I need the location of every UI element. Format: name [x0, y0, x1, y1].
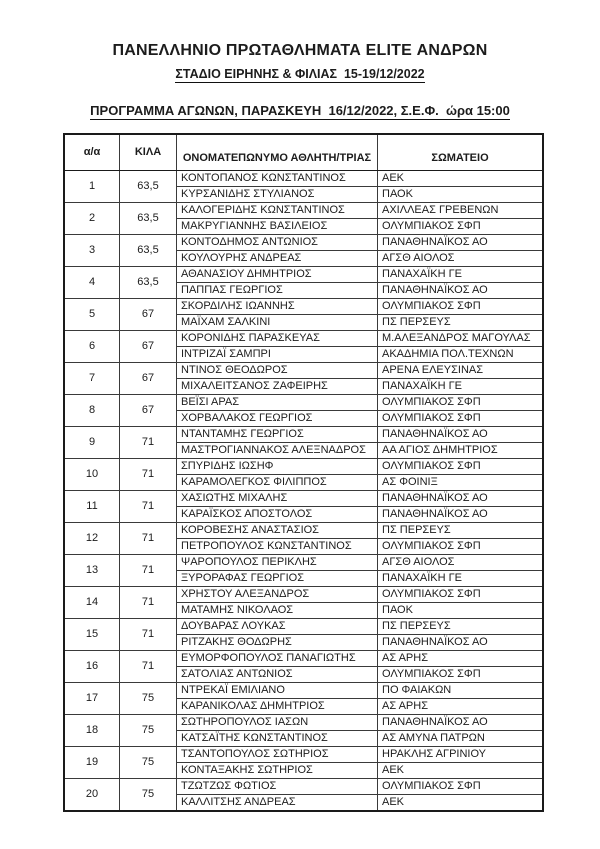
table-row	[64, 427, 543, 443]
row-number: 2	[64, 203, 120, 235]
weight-class: 75	[120, 779, 177, 812]
row-number: 15	[64, 619, 120, 651]
club-name: ΠΑΝΑΧΑΪΚΗ ΓΕ	[378, 267, 544, 283]
club-name: ΠΑΝΑΘΗΝΑΪΚΟΣ ΑΟ	[378, 491, 544, 507]
athlete-name: ΚΑΛΛΙΤΣΗΣ ΑΝΔΡΕΑΣ	[177, 795, 378, 812]
table-row	[64, 395, 543, 411]
row-number: 4	[64, 267, 120, 299]
club-name: ΟΛΥΜΠΙΑΚΟΣ ΣΦΠ	[378, 411, 544, 427]
row-number: 13	[64, 555, 120, 587]
club-name: ΠΑΝΑΘΗΝΑΪΚΟΣ ΑΟ	[378, 235, 544, 251]
athlete-name: ΝΤΑΝΤΑΜΗΣ ΓΕΩΡΓΙΟΣ	[177, 427, 378, 443]
weight-class: 75	[120, 715, 177, 747]
row-number: 12	[64, 523, 120, 555]
athlete-name: ΤΖΩΤΖΩΣ ΦΩΤΙΟΣ	[177, 779, 378, 795]
club-name: ΟΛΥΜΠΙΑΚΟΣ ΣΦΠ	[378, 219, 544, 235]
weight-class: 71	[120, 651, 177, 683]
weight-class: 71	[120, 459, 177, 491]
club-name: ΠΑΝΑΧΑΪΚΗ ΓΕ	[378, 379, 544, 395]
club-name: ΑΕΚ	[378, 171, 544, 187]
club-name: ΟΛΥΜΠΙΑΚΟΣ ΣΦΠ	[378, 395, 544, 411]
athlete-name: ΧΡΗΣΤΟΥ ΑΛΕΞΑΝΔΡΟΣ	[177, 587, 378, 603]
club-name: ΠΣ ΠΕΡΣΕΥΣ	[378, 523, 544, 539]
club-name: ΠΑΝΑΘΗΝΑΪΚΟΣ ΑΟ	[378, 507, 544, 523]
program-line: ΠΡΟΓΡΑΜΜΑ ΑΓΩΝΩΝ, ΠΑΡΑΣΚΕΥΗ 16/12/2022, Σ.Ε.Φ. ώρα 15:00	[90, 103, 510, 118]
row-number: 1	[64, 171, 120, 203]
athlete-name: ΝΤΙΝΟΣ ΘΕΟΔΩΡΟΣ	[177, 363, 378, 379]
club-name: ΠΣ ΠΕΡΣΕΥΣ	[378, 315, 544, 331]
club-name: ΟΛΥΜΠΙΑΚΟΣ ΣΦΠ	[378, 779, 544, 795]
row-number: 7	[64, 363, 120, 395]
header-number: α/α	[64, 134, 120, 171]
athlete-name: ΤΣΑΝΤΟΠΟΥΛΟΣ ΣΩΤΗΡΙΟΣ	[177, 747, 378, 763]
athlete-name: ΣΚΟΡΔΙΛΗΣ ΙΩΑΝΝΗΣ	[177, 299, 378, 315]
weight-class: 63,5	[120, 267, 177, 299]
club-name: Μ.ΑΛΕΞΑΝΔΡΟΣ ΜΑΓΟΥΛΑΣ	[378, 331, 544, 347]
table-row	[64, 299, 543, 315]
row-number: 14	[64, 587, 120, 619]
club-name: ΑΣ ΦΟΙΝΙΞ	[378, 475, 544, 491]
club-name: ΟΛΥΜΠΙΑΚΟΣ ΣΦΠ	[378, 539, 544, 555]
table-row	[64, 683, 543, 699]
table-row	[64, 747, 543, 763]
athlete-name: ΚΑΡΑΝΙΚΟΛΑΣ ΔΗΜΗΤΡΙΟΣ	[177, 699, 378, 715]
weight-class: 71	[120, 587, 177, 619]
athlete-name: ΧΟΡΒΑΛΑΚΟΣ ΓΕΩΡΓΙΟΣ	[177, 411, 378, 427]
table-row	[64, 491, 543, 507]
club-name: ΑΣ ΑΡΗΣ	[378, 699, 544, 715]
athlete-name: ΜΑΤΑΜΗΣ ΝΙΚΟΛΑΟΣ	[177, 603, 378, 619]
row-number: 16	[64, 651, 120, 683]
weight-class: 63,5	[120, 171, 177, 203]
athlete-name: ΑΘΑΝΑΣΙΟΥ ΔΗΜΗΤΡΙΟΣ	[177, 267, 378, 283]
athlete-name: ΣΠΥΡΙΔΗΣ ΙΩΣΗΦ	[177, 459, 378, 475]
table-row	[64, 779, 543, 795]
athlete-name: ΜΙΧΑΛΕΙΤΣΑΝΟΣ ΖΑΦΕΙΡΗΣ	[177, 379, 378, 395]
table-row	[64, 651, 543, 667]
table-row	[64, 331, 543, 347]
table-row	[64, 555, 543, 571]
row-number: 18	[64, 715, 120, 747]
athlete-name: ΣΑΤΟΛΙΑΣ ΑΝΤΩΝΙΟΣ	[177, 667, 378, 683]
weight-class: 67	[120, 395, 177, 427]
club-name: ΑΓΣΘ ΑΙΟΛΟΣ	[378, 555, 544, 571]
club-name: ΠΑΝΑΘΗΝΑΪΚΟΣ ΑΟ	[378, 715, 544, 731]
club-name: ΠΟ ΦΑΙΑΚΩΝ	[378, 683, 544, 699]
club-name: ΠΑΟΚ	[378, 187, 544, 203]
athlete-name: ΨΑΡΟΠΟΥΛΟΣ ΠΕΡΙΚΛΗΣ	[177, 555, 378, 571]
athlete-name: ΜΑΚΡΥΓΙΑΝΝΗΣ ΒΑΣΙΛΕΙΟΣ	[177, 219, 378, 235]
athlete-name: ΚΑΛΟΓΕΡΙΔΗΣ ΚΩΝΣΤΑΝΤΙΝΟΣ	[177, 203, 378, 219]
athlete-name: ΚΑΡΑΪΣΚΟΣ ΑΠΟΣΤΟΛΟΣ	[177, 507, 378, 523]
club-name: ΑΣ ΑΜΥΝΑ ΠΑΤΡΩΝ	[378, 731, 544, 747]
club-name: ΠΣ ΠΕΡΣΕΥΣ	[378, 619, 544, 635]
row-number: 8	[64, 395, 120, 427]
page-title: ΠΑΝΕΛΛΗΝΙΟ ΠΡΩΤΑΘΛΗΜΑΤΑ ELITE ΑΝΔΡΩΝ	[112, 42, 488, 59]
program-line-row	[0, 102, 600, 120]
athlete-name: ΕΥΜΟΡΦΟΠΟΥΛΟΣ ΠΑΝΑΓΙΩΤΗΣ	[177, 651, 378, 667]
header-kilos: ΚΙΛΑ	[120, 134, 177, 171]
weight-class: 75	[120, 747, 177, 779]
row-number: 6	[64, 331, 120, 363]
club-name: ΟΛΥΜΠΙΑΚΟΣ ΣΦΠ	[378, 299, 544, 315]
weight-class: 71	[120, 555, 177, 587]
athlete-name: ΚΟΡΟΝΙΔΗΣ ΠΑΡΑΣΚΕΥΑΣ	[177, 331, 378, 347]
table-row	[64, 587, 543, 603]
weight-class: 63,5	[120, 203, 177, 235]
club-name: ΑΕΚ	[378, 763, 544, 779]
club-name: ΟΛΥΜΠΙΑΚΟΣ ΣΦΠ	[378, 587, 544, 603]
table-row	[64, 715, 543, 731]
club-name: ΑΑ ΑΓΙΟΣ ΔΗΜΗΤΡΙΟΣ	[378, 443, 544, 459]
club-name: ΑΡΕΝΑ ΕΛΕΥΣΙΝΑΣ	[378, 363, 544, 379]
row-number: 17	[64, 683, 120, 715]
club-name: ΑΣ ΑΡΗΣ	[378, 651, 544, 667]
table-row	[64, 619, 543, 635]
table-row	[64, 235, 543, 251]
header-club: ΣΩΜΑΤΕΙΟ	[378, 134, 544, 171]
club-name: ΑΚΑΔΗΜΙΑ ΠΟΛ.ΤΕΧΝΩΝ	[378, 347, 544, 363]
page-subtitle: ΣΤΑΔΙΟ ΕΙΡΗΝΗΣ & ΦΙΛΙΑΣ 15-19/12/2022	[175, 67, 425, 81]
athlete-name: ΧΑΣΙΩΤΗΣ ΜΙΧΑΛΗΣ	[177, 491, 378, 507]
club-name: ΟΛΥΜΠΙΑΚΟΣ ΣΦΠ	[378, 459, 544, 475]
weight-class: 71	[120, 523, 177, 555]
club-name: ΗΡΑΚΛΗΣ ΑΓΡΙΝΙΟΥ	[378, 747, 544, 763]
match-schedule-table	[63, 133, 544, 812]
athlete-name: ΣΩΤΗΡΟΠΟΥΛΟΣ ΙΑΣΩΝ	[177, 715, 378, 731]
club-name: ΟΛΥΜΠΙΑΚΟΣ ΣΦΠ	[378, 667, 544, 683]
athlete-name: ΜΑΪΧΑΜ ΣΑΛΚΙΝΙ	[177, 315, 378, 331]
weight-class: 63,5	[120, 235, 177, 267]
weight-class: 67	[120, 363, 177, 395]
club-name: ΠΑΝΑΘΗΝΑΪΚΟΣ ΑΟ	[378, 427, 544, 443]
table-row	[64, 203, 543, 219]
table-row	[64, 459, 543, 475]
row-number: 11	[64, 491, 120, 523]
athlete-name: ΒΕΪΣΙ ΑΡΑΣ	[177, 395, 378, 411]
athlete-name: ΚΑΤΣΑΪΤΗΣ ΚΩΝΣΤΑΝΤΙΝΟΣ	[177, 731, 378, 747]
athlete-name: ΚΟΝΤΟΔΗΜΟΣ ΑΝΤΩΝΙΟΣ	[177, 235, 378, 251]
athlete-name: ΚΟΝΤΑΞΑΚΗΣ ΣΩΤΗΡΙΟΣ	[177, 763, 378, 779]
club-name: ΠΑΟΚ	[378, 603, 544, 619]
club-name: ΠΑΝΑΘΗΝΑΪΚΟΣ ΑΟ	[378, 635, 544, 651]
table-row	[64, 267, 543, 283]
athlete-name: ΝΤΡΕΚΑΪ ΕΜΙΛΙΑΝΟ	[177, 683, 378, 699]
athlete-name: ΙΝΤΡΙΖΑΪ ΣΑΜΠΡΙ	[177, 347, 378, 363]
weight-class: 67	[120, 331, 177, 363]
page-subtitle-row	[0, 65, 600, 83]
athlete-name: ΚΟΝΤΟΠΑΝΟΣ ΚΩΝΣΤΑΝΤΙΝΟΣ	[177, 171, 378, 187]
athlete-name: ΚΟΡΟΒΕΣΗΣ ΑΝΑΣΤΑΣΙΟΣ	[177, 523, 378, 539]
athlete-name: ΚΟΥΛΟΥΡΗΣ ΑΝΔΡΕΑΣ	[177, 251, 378, 267]
row-number: 19	[64, 747, 120, 779]
athlete-name: ΔΟΥΒΑΡΑΣ ΛΟΥΚΑΣ	[177, 619, 378, 635]
athlete-name: ΚΑΡΑΜΟΛΕΓΚΟΣ ΦΙΛΙΠΠΟΣ	[177, 475, 378, 491]
athlete-name: ΚΥΡΣΑΝΙΔΗΣ ΣΤΥΛΙΑΝΟΣ	[177, 187, 378, 203]
row-number: 20	[64, 779, 120, 812]
weight-class: 71	[120, 427, 177, 459]
row-number: 3	[64, 235, 120, 267]
weight-class: 67	[120, 299, 177, 331]
weight-class: 71	[120, 491, 177, 523]
club-name: ΑΓΣΘ ΑΙΟΛΟΣ	[378, 251, 544, 267]
club-name: ΑΧΙΛΛΕΑΣ ΓΡΕΒΕΝΩΝ	[378, 203, 544, 219]
athlete-name: ΠΑΠΠΑΣ ΓΕΩΡΓΙΟΣ	[177, 283, 378, 299]
row-number: 9	[64, 427, 120, 459]
athlete-name: ΜΑΣΤΡΟΓΙΑΝΝΑΚΟΣ ΑΛΕΞΝΑΔΡΟΣ	[177, 443, 378, 459]
athlete-name: ΠΕΤΡΟΠΟΥΛΟΣ ΚΩΝΣΤΑΝΤΙΝΟΣ	[177, 539, 378, 555]
club-name: ΠΑΝΑΘΗΝΑΪΚΟΣ ΑΟ	[378, 283, 544, 299]
athlete-name: ΡΙΤΖΑΚΗΣ ΘΟΔΩΡΗΣ	[177, 635, 378, 651]
table-header-row	[64, 134, 543, 171]
table-row	[64, 363, 543, 379]
club-name: ΑΕΚ	[378, 795, 544, 812]
table-row	[64, 523, 543, 539]
row-number: 5	[64, 299, 120, 331]
weight-class: 71	[120, 619, 177, 651]
header-athlete-name: ΟΝΟΜΑΤΕΠΩΝΥΜΟ ΑΘΛΗΤΗ/ΤΡΙΑΣ	[177, 134, 378, 171]
weight-class: 75	[120, 683, 177, 715]
table-row	[64, 171, 543, 187]
row-number: 10	[64, 459, 120, 491]
club-name: ΠΑΝΑΧΑΪΚΗ ΓΕ	[378, 571, 544, 587]
athlete-name: ΞΥΡΟΡΑΦΑΣ ΓΕΩΡΓΙΟΣ	[177, 571, 378, 587]
